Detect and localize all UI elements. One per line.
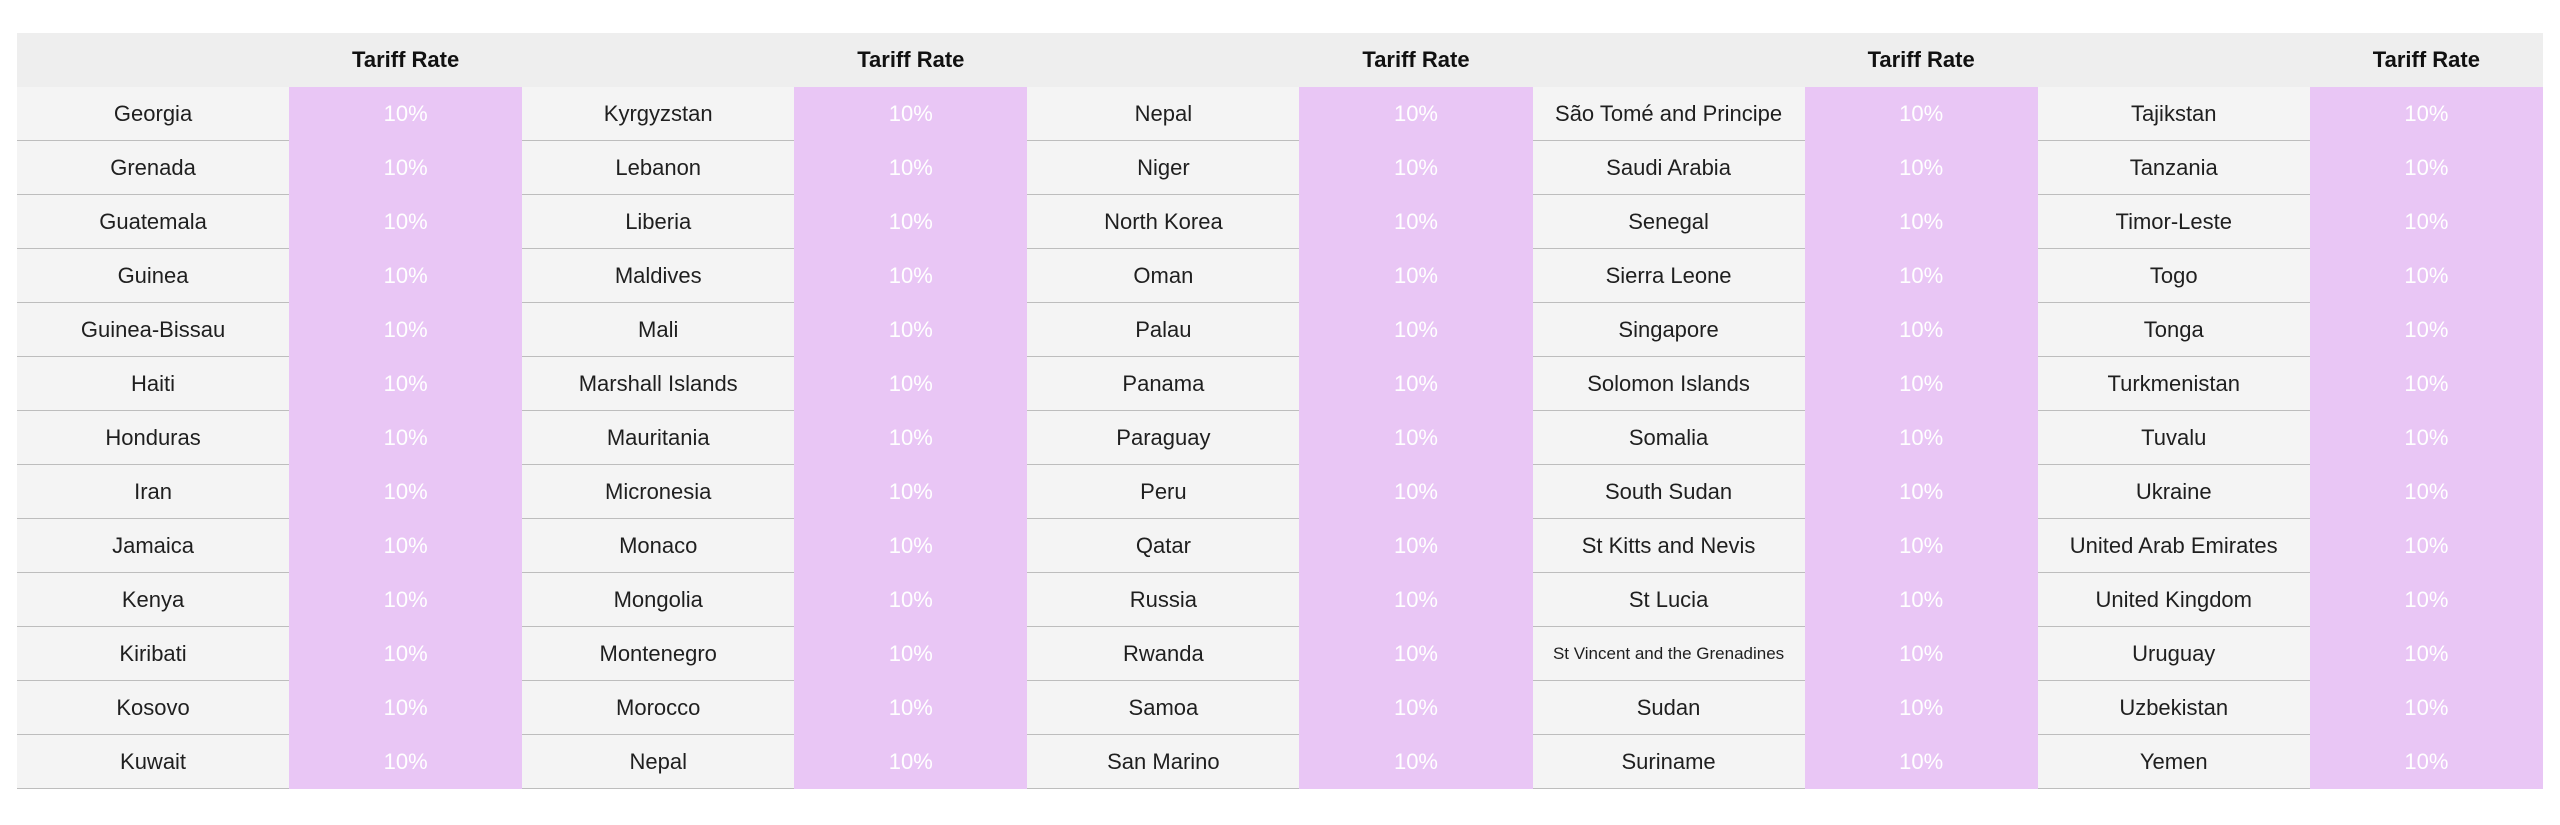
country-cell: Georgia (17, 87, 289, 141)
country-cell: Singapore (1533, 303, 1805, 357)
tariff-rate-cell: 10% (1299, 465, 1532, 519)
tariff-rate-cell: 10% (1299, 519, 1532, 573)
country-cell: Guinea-Bissau (17, 303, 289, 357)
country-cell: Kenya (17, 573, 289, 627)
country-cell: Suriname (1533, 735, 1805, 789)
country-cell: Togo (2038, 249, 2310, 303)
country-cell: Haiti (17, 357, 289, 411)
tariff-rate-cell: 10% (289, 303, 522, 357)
table-row (17, 465, 2543, 519)
tariff-rate-cell: 10% (1805, 87, 2038, 141)
tariff-rate-cell: 10% (794, 681, 1027, 735)
country-cell: Jamaica (17, 519, 289, 573)
country-cell: Guinea (17, 249, 289, 303)
country-cell: Peru (1027, 465, 1299, 519)
tariff-table (17, 33, 2543, 789)
country-cell: Paraguay (1027, 411, 1299, 465)
table-row (17, 681, 2543, 735)
tariff-rate-cell: 10% (2310, 411, 2543, 465)
country-cell: Ukraine (2038, 465, 2310, 519)
country-cell: Turkmenistan (2038, 357, 2310, 411)
tariff-rate-cell: 10% (794, 87, 1027, 141)
country-cell: Uzbekistan (2038, 681, 2310, 735)
country-cell: Iran (17, 465, 289, 519)
tariff-rate-cell: 10% (289, 411, 522, 465)
country-cell: Oman (1027, 249, 1299, 303)
country-cell: United Kingdom (2038, 573, 2310, 627)
tariff-rate-cell: 10% (2310, 249, 2543, 303)
table-row (17, 357, 2543, 411)
tariff-rate-cell: 10% (1299, 735, 1532, 789)
tariff-rate-cell: 10% (1299, 141, 1532, 195)
tariff-rate-cell: 10% (1299, 357, 1532, 411)
country-cell: Nepal (522, 735, 794, 789)
tariff-rate-cell: 10% (289, 465, 522, 519)
country-cell: Saudi Arabia (1533, 141, 1805, 195)
country-cell: Guatemala (17, 195, 289, 249)
tariff-rate-cell: 10% (794, 519, 1027, 573)
country-cell: Russia (1027, 573, 1299, 627)
country-cell: San Marino (1027, 735, 1299, 789)
country-cell: Kosovo (17, 681, 289, 735)
tariff-rate-cell: 10% (794, 465, 1027, 519)
tariff-rate-cell: 10% (1805, 357, 2038, 411)
tariff-rate-cell: 10% (1299, 195, 1532, 249)
country-cell: Panama (1027, 357, 1299, 411)
tariff-rate-cell: 10% (2310, 357, 2543, 411)
tariff-rate-cell: 10% (1805, 735, 2038, 789)
tariff-rate-cell: 10% (289, 141, 522, 195)
header-tariff-rate: Tariff Rate (1805, 33, 2038, 87)
country-cell: Kyrgyzstan (522, 87, 794, 141)
country-cell: Yemen (2038, 735, 2310, 789)
tariff-rate-cell: 10% (2310, 627, 2543, 681)
tariff-rate-cell: 10% (2310, 141, 2543, 195)
tariff-rate-cell: 10% (794, 573, 1027, 627)
table-row (17, 303, 2543, 357)
country-cell: Maldives (522, 249, 794, 303)
country-cell: Qatar (1027, 519, 1299, 573)
table-row (17, 195, 2543, 249)
tariff-rate-cell: 10% (1299, 249, 1532, 303)
country-cell: Honduras (17, 411, 289, 465)
country-cell: Tonga (2038, 303, 2310, 357)
tariff-rate-cell: 10% (289, 249, 522, 303)
country-cell: North Korea (1027, 195, 1299, 249)
country-cell: Kiribati (17, 627, 289, 681)
tariff-rate-cell: 10% (289, 627, 522, 681)
country-cell: Samoa (1027, 681, 1299, 735)
country-cell: Somalia (1533, 411, 1805, 465)
tariff-rate-cell: 10% (2310, 519, 2543, 573)
tariff-rate-cell: 10% (289, 681, 522, 735)
country-cell: Lebanon (522, 141, 794, 195)
country-cell: United Arab Emirates (2038, 519, 2310, 573)
country-cell: Grenada (17, 141, 289, 195)
country-cell: Timor-Leste (2038, 195, 2310, 249)
tariff-rate-cell: 10% (1805, 627, 2038, 681)
tariff-rate-cell: 10% (2310, 195, 2543, 249)
country-cell: Tuvalu (2038, 411, 2310, 465)
tariff-rate-cell: 10% (1805, 573, 2038, 627)
header-country (522, 33, 794, 87)
table-header-row (17, 33, 2543, 87)
tariff-rate-cell: 10% (2310, 735, 2543, 789)
tariff-rate-cell: 10% (289, 195, 522, 249)
tariff-rate-cell: 10% (1805, 249, 2038, 303)
table-row (17, 141, 2543, 195)
country-cell: Uruguay (2038, 627, 2310, 681)
tariff-rate-cell: 10% (1299, 627, 1532, 681)
table-row (17, 735, 2543, 789)
tariff-rate-cell: 10% (289, 735, 522, 789)
tariff-rate-cell: 10% (1299, 681, 1532, 735)
country-cell: Sierra Leone (1533, 249, 1805, 303)
tariff-rate-cell: 10% (2310, 303, 2543, 357)
tariff-rate-cell: 10% (794, 735, 1027, 789)
country-cell: Niger (1027, 141, 1299, 195)
tariff-rate-cell: 10% (289, 573, 522, 627)
country-cell: Sudan (1533, 681, 1805, 735)
header-country (1027, 33, 1299, 87)
country-cell: Mauritania (522, 411, 794, 465)
country-cell: Marshall Islands (522, 357, 794, 411)
country-cell: Monaco (522, 519, 794, 573)
tariff-rate-cell: 10% (1805, 411, 2038, 465)
tariff-rate-cell: 10% (1299, 87, 1532, 141)
header-tariff-rate: Tariff Rate (2310, 33, 2543, 87)
tariff-rate-cell: 10% (794, 141, 1027, 195)
country-cell: Mali (522, 303, 794, 357)
tariff-rate-cell: 10% (2310, 87, 2543, 141)
tariff-rate-cell: 10% (2310, 681, 2543, 735)
header-tariff-rate: Tariff Rate (1299, 33, 1532, 87)
header-tariff-rate: Tariff Rate (794, 33, 1027, 87)
country-cell: Micronesia (522, 465, 794, 519)
country-cell: Kuwait (17, 735, 289, 789)
tariff-rate-cell: 10% (289, 87, 522, 141)
tariff-rate-cell: 10% (794, 357, 1027, 411)
country-cell: São Tomé and Principe (1533, 87, 1805, 141)
country-cell: St Kitts and Nevis (1533, 519, 1805, 573)
country-cell: Tajikstan (2038, 87, 2310, 141)
header-country (2038, 33, 2310, 87)
table-row (17, 627, 2543, 681)
table-body (17, 87, 2543, 789)
tariff-rate-cell: 10% (289, 519, 522, 573)
table-row (17, 249, 2543, 303)
country-cell: South Sudan (1533, 465, 1805, 519)
country-cell: St Lucia (1533, 573, 1805, 627)
header-tariff-rate: Tariff Rate (289, 33, 522, 87)
tariff-rate-cell: 10% (1805, 303, 2038, 357)
country-cell: Montenegro (522, 627, 794, 681)
tariff-rate-cell: 10% (1805, 465, 2038, 519)
country-cell: Rwanda (1027, 627, 1299, 681)
country-cell: Senegal (1533, 195, 1805, 249)
country-cell: Mongolia (522, 573, 794, 627)
table-row (17, 573, 2543, 627)
tariff-rate-cell: 10% (1299, 411, 1532, 465)
tariff-rate-cell: 10% (1299, 573, 1532, 627)
table-row (17, 519, 2543, 573)
tariff-rate-cell: 10% (794, 627, 1027, 681)
tariff-rate-cell: 10% (2310, 465, 2543, 519)
tariff-rate-cell: 10% (1805, 519, 2038, 573)
country-cell: Liberia (522, 195, 794, 249)
country-cell: Palau (1027, 303, 1299, 357)
country-cell: Tanzania (2038, 141, 2310, 195)
country-cell: Solomon Islands (1533, 357, 1805, 411)
country-cell: Nepal (1027, 87, 1299, 141)
tariff-rate-cell: 10% (289, 357, 522, 411)
tariff-rate-cell: 10% (1805, 141, 2038, 195)
tariff-rate-cell: 10% (794, 411, 1027, 465)
header-country (17, 33, 289, 87)
tariff-rate-cell: 10% (1805, 195, 2038, 249)
tariff-rate-cell: 10% (794, 303, 1027, 357)
tariff-rate-cell: 10% (1805, 681, 2038, 735)
tariff-rate-cell: 10% (2310, 573, 2543, 627)
table-row (17, 411, 2543, 465)
tariff-rate-cell: 10% (794, 249, 1027, 303)
tariff-rate-cell: 10% (794, 195, 1027, 249)
country-cell: Morocco (522, 681, 794, 735)
country-cell: St Vincent and the Grenadines (1533, 627, 1805, 681)
header-country (1533, 33, 1805, 87)
tariff-rate-cell: 10% (1299, 303, 1532, 357)
table-row (17, 87, 2543, 141)
